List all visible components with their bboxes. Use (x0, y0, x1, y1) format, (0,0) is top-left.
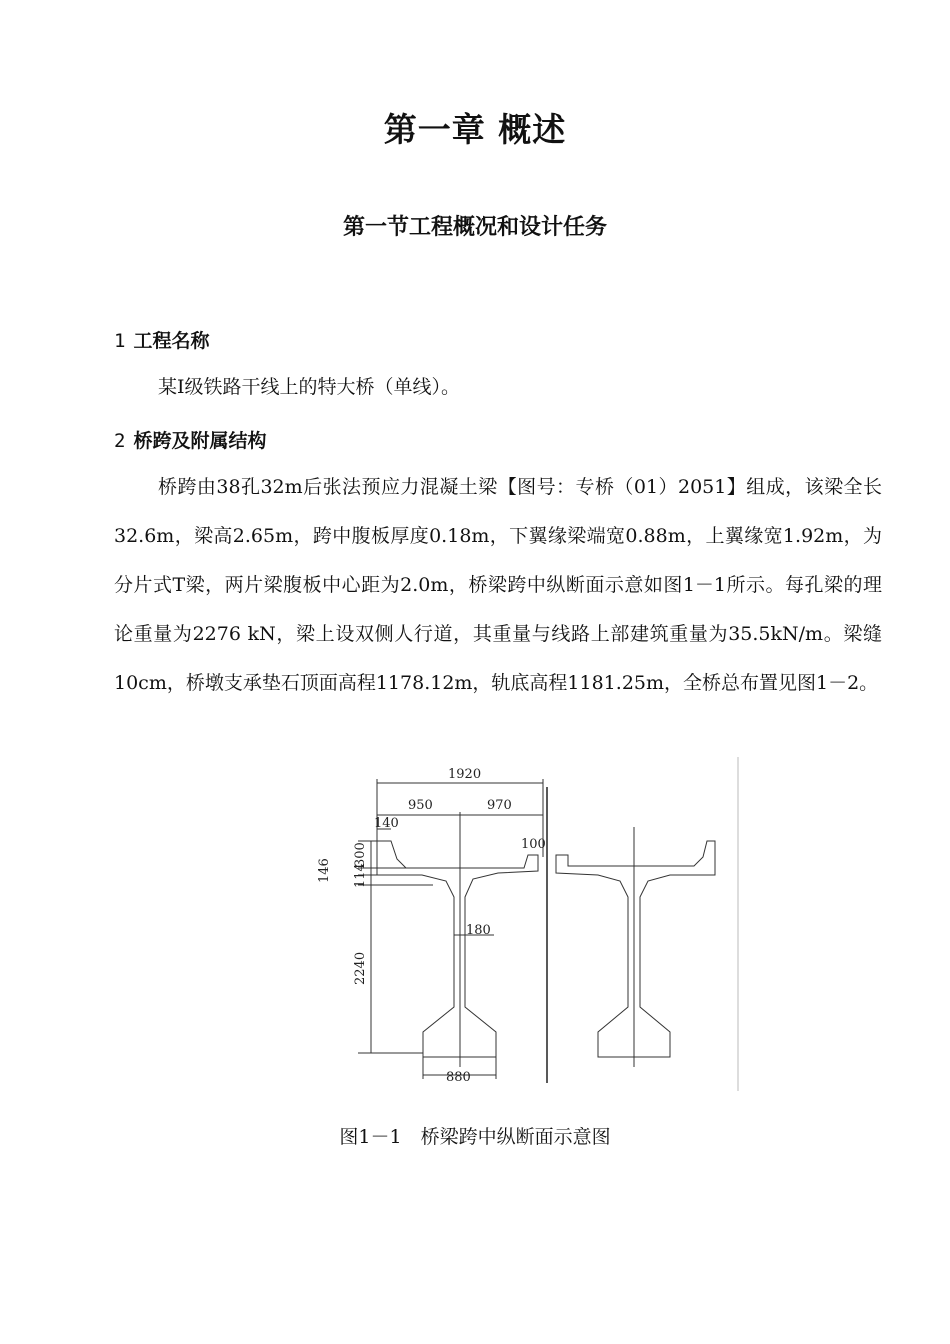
dim-bottom-width: 880 (446, 1070, 471, 1085)
dim-haunch-total: 146 (317, 858, 332, 883)
item-2-text: 桥跨由38孔32m后张法预应力混凝土梁【图号：专桥（01）2051】组成，该梁全长32.6m，梁高2.65m，跨中腹板厚度0.18m，下翼缘梁端宽0.88m，上翼缘宽1.92m，为分片式T梁，两片梁腹板中心距为2.0m，桥梁跨中纵断面示意如图1－1所示。每孔梁的理论重量为2276 kN，梁上设双侧人行道，其重量与线路上部建筑重量为35.5kN/m。梁缝10cm，桥墩支承垫石顶面高程1178.12m，轨底高程1181.25m，全桥总布置见图1－2。 (114, 476, 882, 694)
dim-flange-thickness: 300 (353, 842, 368, 867)
section-title: 第一节工程概况和设计任务 (342, 215, 607, 240)
item-1-title: 工程名称 (133, 330, 210, 352)
dim-right-half: 970 (487, 798, 512, 813)
dim-web-height: 2240 (353, 951, 368, 985)
item-1-heading (114, 326, 209, 353)
dim-edge: 140 (374, 816, 399, 831)
cross-section-diagram (298, 757, 740, 1091)
dim-left-half: 950 (408, 798, 433, 813)
item-2-number: 2 (114, 430, 126, 452)
figure-bridge-cross-section (298, 757, 740, 1091)
figure-caption: 图1－1 桥梁跨中纵断面示意图 (339, 1126, 611, 1148)
item-1-number: 1 (114, 330, 126, 352)
dim-top-width: 1920 (448, 767, 482, 782)
item-2-title: 桥跨及附属结构 (133, 430, 267, 452)
chapter-title: 第一章 概述 (383, 110, 567, 149)
dim-web-thickness: 180 (466, 923, 491, 938)
dim-edge-right: 100 (521, 837, 546, 852)
item-2-heading (114, 426, 266, 453)
dim-haunch: 114 (353, 863, 368, 888)
item-1-text: 某Ⅰ级铁路干线上的特大桥（单线）。 (158, 376, 461, 398)
